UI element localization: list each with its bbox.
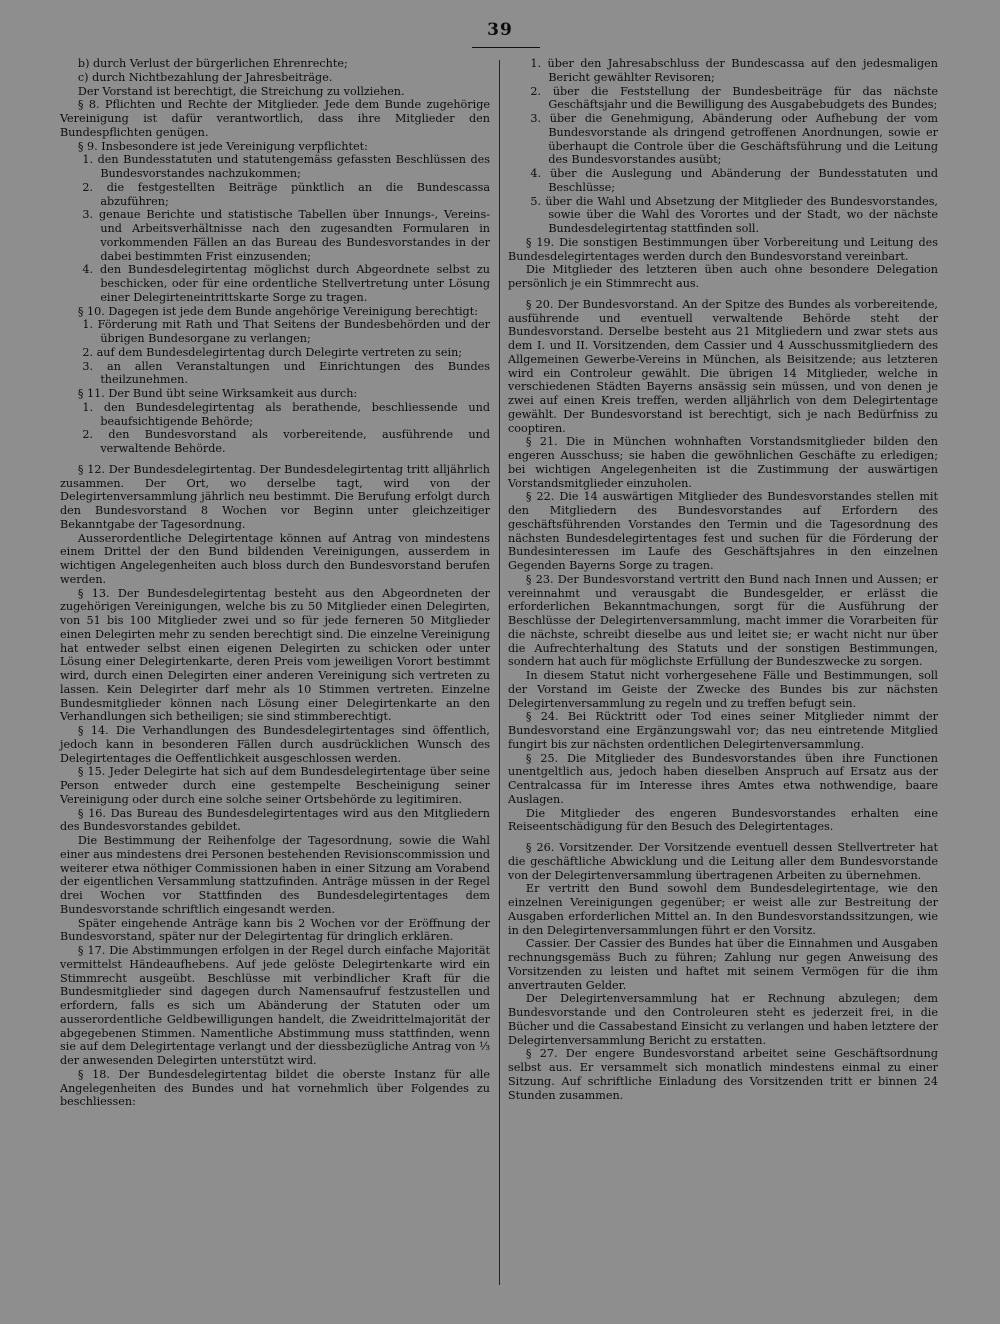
paragraph: § 19. Die sonstigen Bestimmungen über Vorbereitung und Leitung des Bundesdelegirtentages werden durch den Bundesvorstand vereinbart.: [508, 235, 938, 263]
paragraph: § 22. Die 14 auswärtigen Mitglieder des Bundesvorstandes stellen mit den Mitgliedern des Bundesvorstandes auf Erfordern des geschäftsführenden Vorstandes den Termin und die Tagesordnung des nächsten Bundesdelegirtentages fest und suchen für die Förderung der Bundesinteressen im Laufe des Geschäftsjahres in den einzelnen Gegenden Bayerns Sorge zu tragen.: [508, 490, 938, 572]
paragraph: § 14. Die Verhandlungen des Bundesdelegirtentages sind öffentlich, jedoch kann in besonderen Fällen durch ausdrücklichen Wunsch des Delegirtentages die Oeffentlichkeit ausgeschlossen werden.: [60, 724, 490, 765]
paragraph: Später eingehende Anträge kann bis 2 Wochen vor der Eröffnung der Bundesvorstand, später nur der Delegirtentag für dringlich erklären.: [60, 916, 490, 944]
paragraph: § 18. Der Bundesdelegirtentag bildet die oberste Instanz für alle Angelegenheiten des Bundes und hat vornehmlich über Folgendes zu beschliessen:: [60, 1067, 490, 1109]
paragraph: Der Delegirtenversammlung hat er Rechnung abzulegen; dem Bundesvorstande und den Controleuren steht es jederzeit frei, in die Bücher und die Cassabestand Einsicht zu verlangen und haben letztere der Delegirtenversammlung Bericht zu erstatten.: [508, 992, 938, 1047]
list-item: 4. den Bundesdelegirtentag möglichst durch Abgeordnete selbst zu beschicken, oder für eine ordentliche Stellvertretung unter Lösung einer Delegirteneintrittskarte Sorge zu tragen.: [82, 263, 490, 304]
page-number: 39: [487, 20, 513, 40]
section-gap: [60, 456, 490, 463]
paragraph: § 13. Der Bundesdelegirtentag besteht aus den Abgeordneten der zugehörigen Vereinigungen, welche bis zu 50 Mitglieder einen Delegirten, von 51 bis 100 Mitglieder zwei und so für jede ferneren 50 Mitglieder einen Delegirten mehr zu senden berechtigt sind. Die einzelne Vereinigung hat entweder selbst einen eigenen Delegirten zu schicken oder unter Lösung einer Delegirtenkarte, deren Preis vom jeweiligen Vorort bestimmt wird, durch einen Delegirten einer anderen Vereinigung sich vertreten zu lassen. Kein Delegirter darf mehr als 10 Stimmen vertreten. Einzelne Bundesmitglieder können nach Lösung einer Delegirtenkarte an den Verhandlungen sich betheiligen; sie sind stimmberechtigt.: [60, 586, 490, 724]
right-column: [508, 57, 938, 1102]
paragraph: § 11. Der Bund übt seine Wirksamkeit aus durch:: [77, 387, 358, 400]
section-gap: [508, 291, 938, 298]
paragraph: § 21. Die in München wohnhaften Vorstandsmitglieder bilden den engeren Ausschuss; sie haben die gewöhnlichen Geschäfte zu erledigen; bei wichtigen Angelegenheiten ist die Zustimmung der auswärtigen Vorstandsmitglieder einzuholen.: [508, 435, 938, 490]
paragraph: Cassier. Der Cassier des Bundes hat über die Einnahmen und Ausgaben rechnungsgemäss Buch zu führen; Zahlung nur gegen Anweisung des Vorsitzenden zu leisten und haftet mit seinem Vermögen für die ihm anvertrauten Gelder.: [508, 937, 938, 992]
header-rule: [472, 47, 540, 48]
list-item: 2. die festgestellten Beiträge pünktlich an die Bundescassa abzuführen;: [82, 180, 490, 208]
paragraph: In diesem Statut nicht vorhergesehene Fälle und Bestimmungen, soll der Vorstand im Geiste der Zwecke des Bundes bis zur nächsten Delegirtenversammlung zu regeln und zu treffen befugt sein.: [508, 669, 938, 710]
paragraph: § 9. Insbesondere ist jede Vereinigung verpflichtet:: [77, 139, 368, 153]
list-item: 1. den Bundesdelegirtentag als berathende, beschliessende und beaufsichtigende Behörde;: [82, 400, 490, 428]
list-item: c) durch Nichtbezahlung der Jahresbeiträge.: [77, 70, 333, 84]
list-item: 1. den Bundesstatuten und statutengemäss gefassten Beschlüssen des Bundesvorstandes nachzukommen;: [82, 153, 490, 180]
list-item: 2. auf dem Bundesdelegirtentag durch Delegirte vertreten zu sein;: [82, 345, 463, 359]
list-item: 4. über die Auslegung und Abänderung der Bundesstatuten und Beschlüsse;: [530, 167, 938, 194]
paragraph: Ausserordentliche Delegirtentage können auf Antrag von mindestens einem Drittel der den Bund bildenden Vereinigungen, ausserdem in wichtigen Angelegenheiten auch bloss durch den Bundesvorstand berufen werden.: [60, 531, 490, 586]
paragraph: Die Mitglieder des engeren Bundesvorstandes erhalten eine Reiseentschädigung für den Besuch des Delegirtentages.: [508, 806, 938, 834]
list-item: 1. über den Jahresabschluss der Bundescassa auf den jedesmaligen Bericht gewählter Revisoren;: [530, 57, 938, 84]
left-column: [60, 57, 490, 1109]
list-item: 3. genaue Berichte und statistische Tabellen über Innungs-, Vereins- und Arbeitsverhältnisse nach den zugesandten Formularen in vorkommenden Fällen an das Bureau des Bundesvorstandes in der dabei bestimmten Frist einzusenden;: [82, 208, 490, 263]
paragraph: § 25. Die Mitglieder des Bundesvorstandes üben ihre Functionen unentgeltlich aus, jedoch haben dieselben Anspruch auf Ersatz aus der Centralcassa für im Interesse ihres Amtes etwa nothwendige, baare Auslagen.: [508, 751, 938, 806]
paragraph: § 23. Der Bundesvorstand vertritt den Bund nach Innen und Aussen; er vereinnahmt und verausgabt die Bundesgelder, er erlässt die erforderlichen Bekanntmachungen, sorgt für die Ausführung der Beschlüsse der Delegirtenversammlung, macht immer die Vorarbeiten für die nächste, schreibt dieselbe aus und leitet sie; er wacht nicht nur über die Aufrechterhaltung des Statuts und der sonstigen Bestimmungen, sondern hat auch für möglichste Erfüllung der Bundeszwecke zu sorgen.: [508, 572, 938, 669]
list-item: 3. an allen Veranstaltungen und Einrichtungen des Bundes theilzunehmen.: [82, 359, 490, 387]
paragraph: Die Mitglieder des letzteren üben auch ohne besondere Delegation persönlich je ein Stimmrecht aus.: [508, 263, 938, 290]
paragraph: Er vertritt den Bund sowohl dem Bundesdelegirtentage, wie den einzelnen Vereinigungen gegenüber; er weist alle zur Bestreitung der Ausgaben erforderlichen Mittel an. In den Bundesvorstandssitzungen, wie in den Delegirtenversammlungen führt er den Vorsitz.: [508, 882, 938, 937]
paragraph: § 27. Der engere Bundesvorstand arbeitet seine Geschäftsordnung selbst aus. Er versammelt sich monatlich mindestens einmal zu einer Sitzung. Auf schriftliche Einladung des Vorsitzenden tritt er binnen 24 Stunden zusammen.: [508, 1047, 938, 1102]
list-item: 3. über die Genehmigung, Abänderung oder Aufhebung der vom Bundesvorstande als dringend getroffenen Anordnungen, sowie er überhaupt die Controle über die Geschäftsführung und die Leitung des Bundesvorstandes ausübt;: [530, 112, 938, 167]
list-item: 2. den Bundesvorstand als vorbereitende, ausführende und verwaltende Behörde.: [82, 428, 490, 455]
paragraph: § 10. Dagegen ist jede dem Bunde angehörige Vereinigung berechtigt:: [77, 304, 478, 318]
paragraph: Die Bestimmung der Reihenfolge der Tagesordnung, sowie die Wahl einer aus mindestens drei Personen bestehenden Revisionscommission und weiterer etwa nöthiger Commissionen haben in einer Sitzung am Vorabend der eigentlichen Versammlung stattzufinden. Anträge müssen in der Regel drei Wochen vor Stattfinden des Bundesdelegirtentages dem Bundesvorstande schriftlich eingesandt werden.: [60, 834, 490, 916]
paragraph: § 20. Der Bundesvorstand. An der Spitze des Bundes als vorbereitende, ausführende und eventuell verwaltende Behörde steht der Bundesvorstand. Derselbe besteht aus 21 Mitgliedern und zwar stets aus dem I. und II. Vorsitzenden, dem Cassier und 4 Ausschussmitgliedern des Allgemeinen Gewerbe-Vereins in München, als Beisitzende; aus letzteren wird ein Controleur gewählt. Die übrigen 14 Mitglieder, welche in verschiedenen Städten Bayerns ansässig sein müssen, und von denen je zwei auf einen Kreis treffen, werden alljährlich von dem Delegirtentage gewählt. Der Bundesvorstand ist berechtigt, sich je nach Bedürfniss zu cooptiren.: [508, 297, 938, 435]
paragraph: § 26. Vorsitzender. Der Vorsitzende eventuell dessen Stellvertreter hat die geschäftliche Abwicklung und die Leitung aller dem Bundesvorstande von der Delegirtenversammlung übertragenen Arbeiten zu übernehmen.: [508, 841, 938, 882]
paragraph: § 16. Das Bureau des Bundesdelegirtentages wird aus den Mitgliedern des Bundesvorstandes gebildet.: [60, 806, 490, 834]
paragraph: § 12. Der Bundesdelegirtentag. Der Bundesdelegirtentag tritt alljährlich zusammen. Der Ort, wo derselbe tagt, wird von der Delegirtenversammlung jährlich neu bestimmt. Die Berufung erfolgt durch den Bundesvorstand 8 Wochen vor Beginn unter gleichzeitiger Bekanntgabe der Tagesordnung.: [60, 462, 490, 531]
column-divider: [499, 60, 500, 1285]
list-item: 5. über die Wahl und Absetzung der Mitglieder des Bundesvorstandes, sowie über die Wahl des Vorortes und der Stadt, wo der nächste Bundesdelegirtentag stattfinden soll.: [530, 194, 938, 235]
paragraph: § 24. Bei Rücktritt oder Tod eines seiner Mitglieder nimmt der Bundesvorstand eine Ergänzungswahl vor; das neu eintretende Mitglied fungirt bis zur nächsten ordentlichen Delegirtenversammlung.: [508, 710, 938, 751]
paragraph: § 17. Die Abstimmungen erfolgen in der Regel durch einfache Majorität vermittelst Händeaufhebens. Auf jede gelöste Delegirtenkarte wird ein Stimmrecht ausgeübt. Beschlüsse mit verbindlicher Kraft für die Bundesmitglieder sind dagegen durch Namensaufruf festzustellen und erfordern, falls es sich um Abänderung der Statuten oder um ausserordentliche Geldbewilligungen handelt, die Zweidrittelmajorität der abgegebenen Stimmen. Namentliche Abstimmung muss stattfinden, wenn sie auf dem Delegirtentage verlangt und der diessbezügliche Antrag von ⅓ der anwesenden Delegirten unterstützt wird.: [60, 944, 490, 1067]
list-item: 2. über die Feststellung der Bundesbeiträge für das nächste Geschäftsjahr und die Bewilligung des Ausgabebudgets des Bundes;: [530, 84, 938, 112]
list-item: b) durch Verlust der bürgerlichen Ehrenrechte;: [77, 57, 348, 70]
paragraph: Der Vorstand ist berechtigt, die Streichung zu vollziehen.: [77, 84, 405, 98]
paragraph: § 8. Pflichten und Rechte der Mitglieder. Jede dem Bunde zugehörige Vereinigung ist dafür verantwortlich, dass ihre Mitglieder den Bundespflichten genügen.: [60, 98, 490, 139]
paragraph: § 15. Jeder Delegirte hat sich auf dem Bundesdelegirtentage über seine Person entweder durch eine gestempelte Bescheinigung seiner Vereinigung oder durch eine solche seiner Ortsbehörde zu legitimiren.: [60, 765, 490, 806]
list-item: 1. Förderung mit Rath und That Seitens der Bundesbehörden und der übrigen Bundesorgane zu verlangen;: [82, 318, 490, 345]
section-gap: [508, 834, 938, 841]
